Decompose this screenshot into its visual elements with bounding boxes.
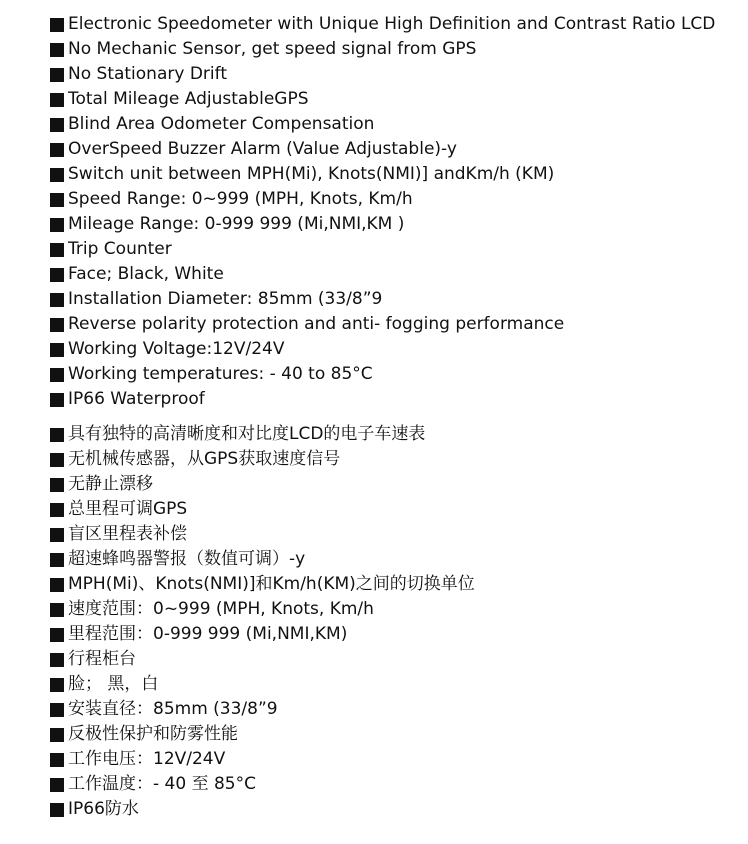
feature-text: No Mechanic Sensor, get speed signal from GPS — [68, 39, 477, 59]
list-item — [50, 337, 740, 362]
list-item — [50, 747, 740, 772]
list-item — [50, 597, 740, 622]
feature-text: Face; Black, White — [68, 264, 224, 284]
list-item — [50, 672, 740, 697]
feature-text: 盲区里程表补偿 — [68, 524, 187, 544]
list-item — [50, 387, 740, 412]
square-bullet-icon — [50, 218, 64, 232]
list-item — [50, 62, 740, 87]
list-item — [50, 312, 740, 337]
feature-text: Working temperatures: - 40 to 85°C — [68, 364, 373, 384]
list-item — [50, 797, 740, 822]
list-item — [50, 362, 740, 387]
feature-text: 无机械传感器，从GPS获取速度信号 — [68, 449, 341, 469]
square-bullet-icon — [50, 703, 64, 717]
square-bullet-icon — [50, 68, 64, 82]
list-item — [50, 547, 740, 572]
square-bullet-icon — [50, 143, 64, 157]
feature-text: IP66 Waterproof — [68, 389, 205, 409]
feature-text: Blind Area Odometer Compensation — [68, 114, 375, 134]
feature-text: Total Mileage AdjustableGPS — [68, 89, 309, 109]
feature-text: No Stationary Drift — [68, 64, 227, 84]
chinese-feature-list — [50, 422, 740, 822]
feature-text: 工作电压：12V/24V — [68, 749, 226, 769]
square-bullet-icon — [50, 653, 64, 667]
list-item — [50, 262, 740, 287]
section-spacer — [50, 412, 740, 422]
feature-text: Speed Range: 0~999 (MPH, Knots, Km/h — [68, 189, 413, 209]
square-bullet-icon — [50, 393, 64, 407]
list-item — [50, 522, 740, 547]
feature-text: 脸； 黑，白 — [68, 674, 159, 694]
list-item — [50, 237, 740, 262]
square-bullet-icon — [50, 118, 64, 132]
square-bullet-icon — [50, 753, 64, 767]
square-bullet-icon — [50, 293, 64, 307]
feature-text: 安装直径：85mm (33/8”9 — [68, 699, 278, 719]
list-item — [50, 772, 740, 797]
list-item — [50, 162, 740, 187]
feature-text: Working Voltage:12V/24V — [68, 339, 285, 359]
list-item — [50, 622, 740, 647]
feature-text: 反极性保护和防雾性能 — [68, 724, 238, 744]
list-item — [50, 212, 740, 237]
feature-text: 无静止漂移 — [68, 474, 153, 494]
square-bullet-icon — [50, 93, 64, 107]
square-bullet-icon — [50, 803, 64, 817]
square-bullet-icon — [50, 453, 64, 467]
square-bullet-icon — [50, 43, 64, 57]
square-bullet-icon — [50, 243, 64, 257]
square-bullet-icon — [50, 368, 64, 382]
feature-text: Installation Diameter: 85mm (33/8”9 — [68, 289, 383, 309]
feature-text: Electronic Speedometer with Unique High Definition and Contrast Ratio LCD — [68, 14, 716, 34]
square-bullet-icon — [50, 778, 64, 792]
list-item — [50, 472, 740, 497]
square-bullet-icon — [50, 193, 64, 207]
feature-text: 具有独特的高清晰度和对比度LCD的电子车速表 — [68, 424, 426, 444]
list-item — [50, 422, 740, 447]
feature-text: Switch unit between MPH(Mi), Knots(NMI)] andKm/h (KM) — [68, 164, 555, 184]
square-bullet-icon — [50, 318, 64, 332]
list-item — [50, 497, 740, 522]
square-bullet-icon — [50, 528, 64, 542]
list-item — [50, 447, 740, 472]
square-bullet-icon — [50, 428, 64, 442]
list-item — [50, 572, 740, 597]
feature-text: OverSpeed Buzzer Alarm (Value Adjustable)-y — [68, 139, 457, 159]
list-item — [50, 37, 740, 62]
square-bullet-icon — [50, 18, 64, 32]
square-bullet-icon — [50, 728, 64, 742]
list-item — [50, 12, 740, 37]
square-bullet-icon — [50, 478, 64, 492]
feature-text: 工作温度：- 40 至 85°C — [68, 774, 256, 794]
square-bullet-icon — [50, 628, 64, 642]
square-bullet-icon — [50, 343, 64, 357]
feature-document — [50, 12, 740, 822]
square-bullet-icon — [50, 553, 64, 567]
square-bullet-icon — [50, 168, 64, 182]
list-item — [50, 287, 740, 312]
feature-text: 总里程可调GPS — [68, 499, 188, 519]
list-item — [50, 697, 740, 722]
square-bullet-icon — [50, 268, 64, 282]
square-bullet-icon — [50, 503, 64, 517]
feature-text: Trip Counter — [68, 239, 172, 259]
list-item — [50, 112, 740, 137]
feature-text: 速度范围：0~999 (MPH, Knots, Km/h — [68, 599, 374, 619]
feature-text: 行程柜台 — [68, 649, 136, 669]
feature-text: Mileage Range: 0-999 999 (Mi,NMI,KM ) — [68, 214, 405, 234]
square-bullet-icon — [50, 603, 64, 617]
list-item — [50, 87, 740, 112]
list-item — [50, 187, 740, 212]
list-item — [50, 722, 740, 747]
feature-text: 超速蜂鸣器警报（数值可调）-y — [68, 549, 306, 569]
square-bullet-icon — [50, 578, 64, 592]
feature-text: 里程范围：0-999 999 (Mi,NMI,KM) — [68, 624, 348, 644]
english-feature-list — [50, 12, 740, 412]
square-bullet-icon — [50, 678, 64, 692]
feature-text: MPH(Mi)、Knots(NMI)]和Km/h(KM)之间的切换单位 — [68, 574, 475, 594]
feature-text: Reverse polarity protection and anti- fogging performance — [68, 314, 565, 334]
list-item — [50, 647, 740, 672]
list-item — [50, 137, 740, 162]
feature-text: IP66防水 — [68, 799, 139, 819]
